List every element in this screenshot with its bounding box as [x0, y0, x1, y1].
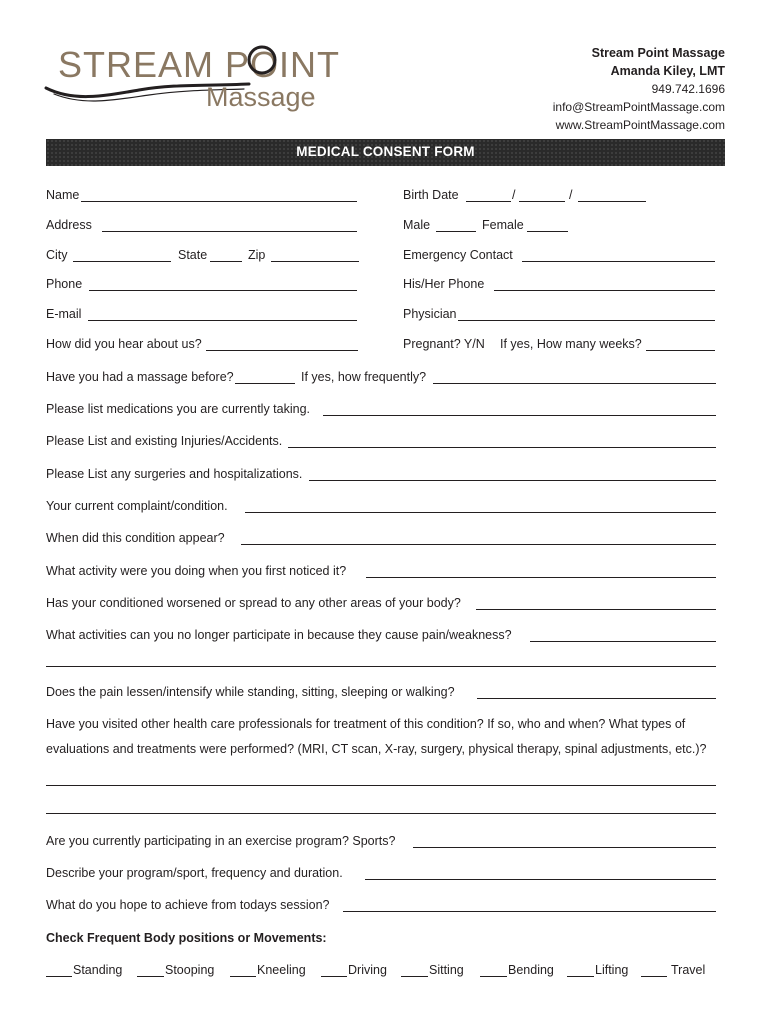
- name-label: Name: [46, 188, 80, 202]
- email-address: info@StreamPointMassage.com: [552, 100, 725, 114]
- travel-checkline[interactable]: [641, 976, 667, 977]
- describe-field[interactable]: [365, 879, 716, 880]
- address-field[interactable]: [102, 231, 357, 232]
- no-longer-field-extra[interactable]: [46, 666, 716, 667]
- massage-before-field[interactable]: [235, 383, 295, 384]
- surgeries-label: Please List any surgeries and hospitalizations.: [46, 467, 303, 481]
- address-label: Address: [46, 218, 92, 232]
- medications-field[interactable]: [323, 415, 716, 416]
- complaint-field[interactable]: [245, 512, 716, 513]
- his-her-phone-label: His/Her Phone: [403, 277, 485, 291]
- condition-appear-field[interactable]: [241, 544, 716, 545]
- pain-lessen-field[interactable]: [477, 698, 716, 699]
- massage-before-label: Have you had a massage before?: [46, 370, 234, 384]
- activity-label: What activity were you doing when you first noticed it?: [46, 564, 347, 578]
- birth-separator-2: /: [569, 188, 573, 202]
- state-label: State: [178, 248, 208, 262]
- position-standing: Standing: [73, 963, 123, 977]
- sitting-checkline[interactable]: [401, 976, 428, 977]
- position-driving: Driving: [348, 963, 387, 977]
- visited-field-2[interactable]: [46, 813, 716, 814]
- position-travel: Travel: [671, 963, 706, 977]
- injuries-label: Please List and existing Injuries/Accidents.: [46, 434, 283, 448]
- zip-label: Zip: [248, 248, 266, 262]
- position-kneeling: Kneeling: [257, 963, 306, 977]
- form-title-banner: [46, 139, 725, 166]
- city-label: City: [46, 248, 68, 262]
- his-her-phone-field[interactable]: [494, 290, 715, 291]
- kneeling-checkline[interactable]: [230, 976, 256, 977]
- visited-label-line2: evaluations and treatments were performed? (MRI, CT scan, X-ray, surgery, physical therapy, spinal adjustments, etc.)?: [46, 742, 707, 756]
- logo: [44, 40, 341, 120]
- pain-lessen-label: Does the pain lessen/intensify while standing, sitting, sleeping or walking?: [46, 685, 455, 699]
- hope-label: What do you hope to achieve from todays session?: [46, 898, 330, 912]
- emergency-contact-field[interactable]: [522, 261, 715, 262]
- injuries-field[interactable]: [288, 447, 716, 448]
- positions-heading: Check Frequent Body positions or Movements:: [46, 931, 327, 945]
- weeks-label: If yes, How many weeks?: [500, 337, 642, 351]
- surgeries-field[interactable]: [309, 480, 716, 481]
- visited-label-line1: Have you visited other health care professionals for treatment of this condition? If so, who and when? What types of: [46, 717, 686, 731]
- worsened-field[interactable]: [476, 609, 716, 610]
- bending-checkline[interactable]: [480, 976, 507, 977]
- male-field[interactable]: [436, 231, 476, 232]
- hear-about-label: How did you hear about us?: [46, 337, 202, 351]
- hope-field[interactable]: [343, 911, 716, 912]
- business-name: Stream Point Massage: [591, 46, 725, 60]
- no-longer-field[interactable]: [530, 641, 716, 642]
- emergency-contact-label: Emergency Contact: [403, 248, 513, 262]
- physician-field[interactable]: [458, 320, 715, 321]
- zip-field[interactable]: [271, 261, 359, 262]
- name-field[interactable]: [81, 201, 357, 202]
- city-field[interactable]: [73, 261, 171, 262]
- visited-field-1[interactable]: [46, 785, 716, 786]
- birth-date-label: Birth Date: [403, 188, 459, 202]
- form-title: MEDICAL CONSENT FORM: [296, 144, 475, 159]
- birth-separator-1: /: [512, 188, 516, 202]
- standing-checkline[interactable]: [46, 976, 72, 977]
- condition-appear-label: When did this condition appear?: [46, 531, 225, 545]
- female-field[interactable]: [527, 231, 568, 232]
- pregnant-label: Pregnant? Y/N: [403, 337, 485, 351]
- stooping-checkline[interactable]: [137, 976, 164, 977]
- phone-field[interactable]: [89, 290, 357, 291]
- worsened-label: Has your conditioned worsened or spread to any other areas of your body?: [46, 596, 461, 610]
- frequency-field[interactable]: [433, 383, 716, 384]
- male-label: Male: [403, 218, 431, 232]
- complaint-label: Your current complaint/condition.: [46, 499, 228, 513]
- exercise-label: Are you currently participating in an exercise program? Sports?: [46, 834, 396, 848]
- frequency-label: If yes, how frequently?: [301, 370, 427, 384]
- birth-month-field[interactable]: [466, 201, 511, 202]
- phone-number: 949.742.1696: [651, 82, 725, 96]
- lifting-checkline[interactable]: [567, 976, 594, 977]
- state-field[interactable]: [210, 261, 242, 262]
- logo-sub-text: Massage: [206, 82, 316, 112]
- position-sitting: Sitting: [429, 963, 464, 977]
- medications-label: Please list medications you are currently taking.: [46, 402, 311, 416]
- email-label: E-mail: [46, 307, 82, 321]
- describe-label: Describe your program/sport, frequency and duration.: [46, 866, 343, 880]
- no-longer-label: What activities can you no longer participate in because they cause pain/weakness?: [46, 628, 512, 642]
- activity-field[interactable]: [366, 577, 716, 578]
- contact-block: [553, 44, 725, 134]
- birth-year-field[interactable]: [578, 201, 646, 202]
- exercise-field[interactable]: [413, 847, 716, 848]
- position-stooping: Stooping: [165, 963, 215, 977]
- position-bending: Bending: [508, 963, 554, 977]
- position-lifting: Lifting: [595, 963, 629, 977]
- therapist-name: Amanda Kiley, LMT: [610, 64, 725, 78]
- female-label: Female: [482, 218, 524, 232]
- birth-day-field[interactable]: [519, 201, 565, 202]
- phone-label: Phone: [46, 277, 83, 291]
- website: www.StreamPointMassage.com: [555, 118, 725, 132]
- physician-label: Physician: [403, 307, 457, 321]
- weeks-field[interactable]: [646, 350, 715, 351]
- hear-about-field[interactable]: [206, 350, 358, 351]
- logo-main-text: STREAM POINT: [58, 44, 341, 85]
- email-field[interactable]: [88, 320, 357, 321]
- driving-checkline[interactable]: [321, 976, 347, 977]
